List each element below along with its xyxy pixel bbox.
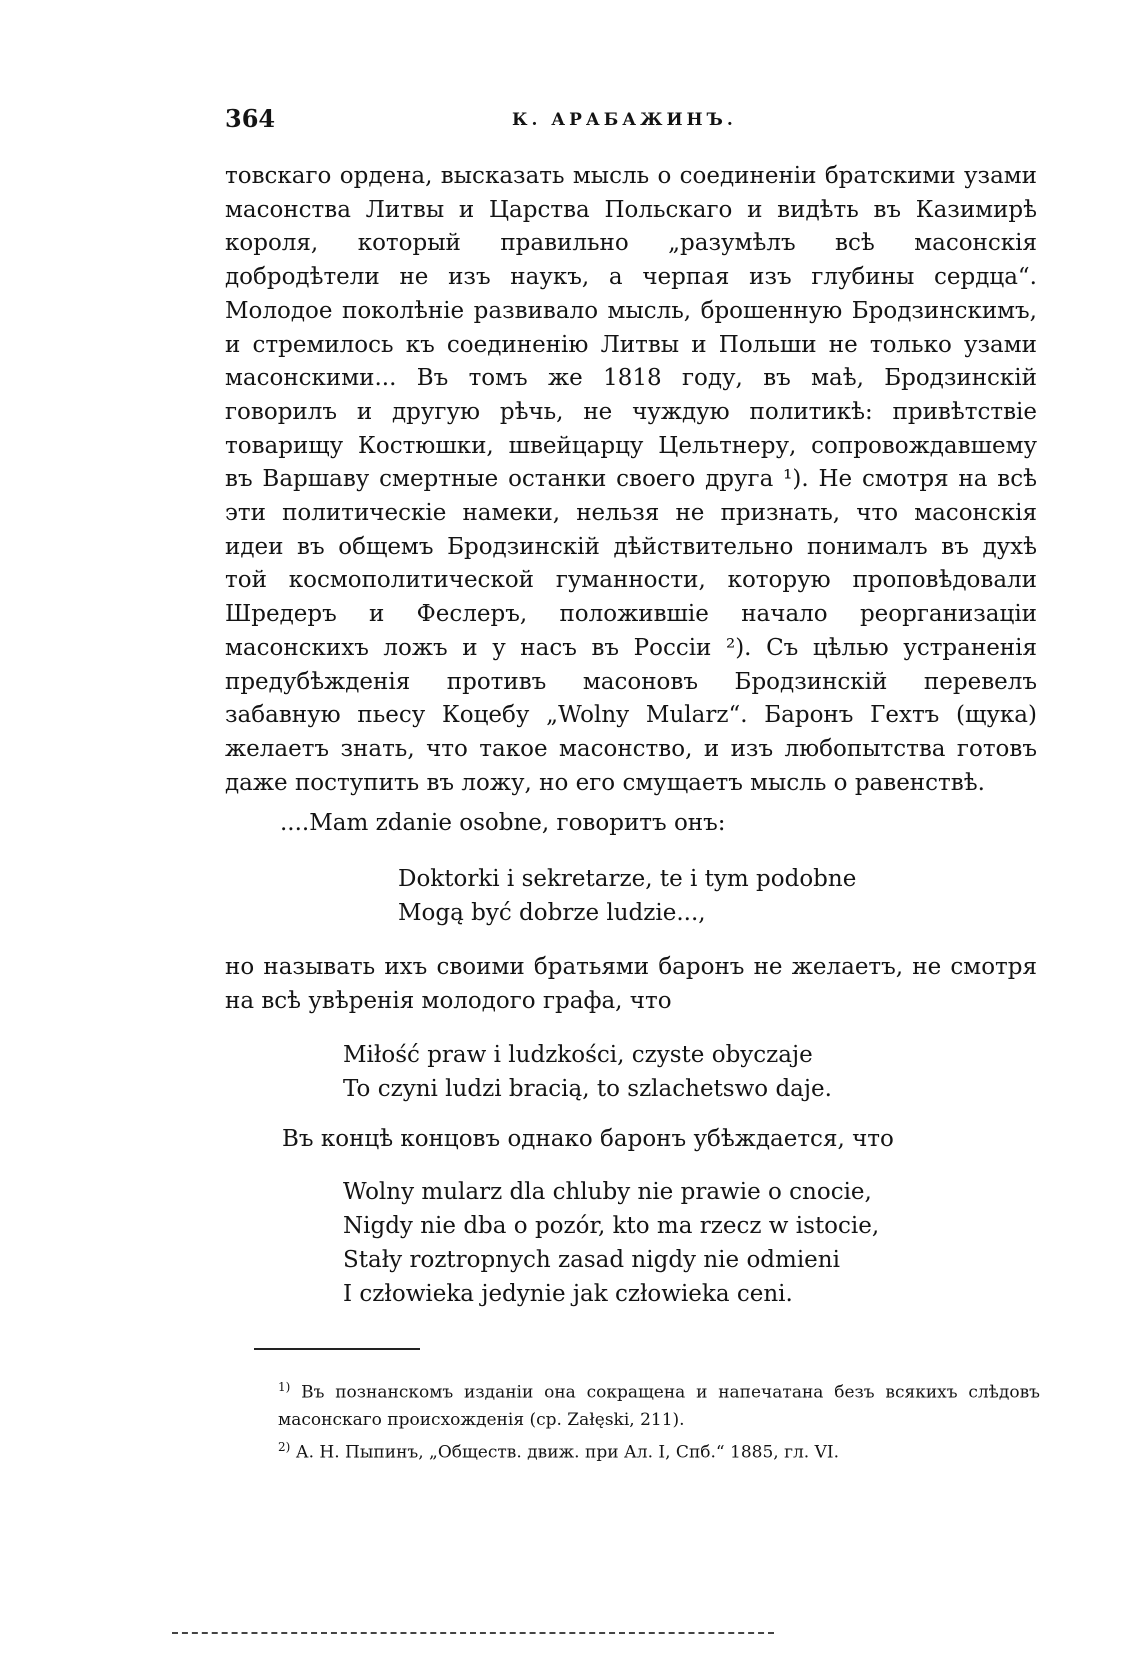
verse-block-2 [343,1038,832,1106]
verse-line: Nigdy nie dba o pozór, kto ma rzecz w istocie, [343,1213,880,1239]
footnote-mark: 1) [278,1380,291,1394]
verse-line: Mogą być dobrze ludzie..., [398,900,706,926]
running-head: К. АРАБАЖИНЪ. [512,110,737,130]
verse-intro: ....Mam zdanie osobne, говоритъ онъ: [280,810,726,836]
footnote-1 [230,1374,1040,1434]
verse-line: Wolny mularz dla chluby nie prawie o cnocie, [343,1179,872,1205]
verse-line: Doktorki i sekretarze, te i tym podobne [398,866,857,892]
footnote-text: А. Н. Пыпинъ, „Обществ. движ. при Ал. I, Спб.“ 1885, гл. VI. [295,1442,839,1463]
verse-line: Miłość praw i ludzkości, czyste obyczaje [343,1042,813,1068]
scan-edge-line [172,1632,774,1634]
footnote-divider [254,1348,420,1350]
verse-line: Stały roztropnych zasad nigdy nie odmieni [343,1247,840,1273]
footnote-text: Въ познанскомъ изданіи она сокращена и напечатана безъ всякихъ слѣдовъ масонскаго происхожденія (ср. Załęski, 211). [278,1382,1040,1430]
main-paragraph: товскаго ордена, высказать мысль о соединеніи братскими узами масонства Литвы и Царства Польскаго и видѣть въ Казимирѣ короля, который правильно „разумѣлъ всѣ масонскія добродѣтели не изъ наукъ, а черпая изъ глубины сердца“. Молодое поколѣніе развивало мысль, брошенную Бродзинскимъ, и стремилось къ соединенію Литвы и Польши не только узами масонскими... Въ томъ же 1818 году, въ маѣ, Бродзинскій говорилъ и другую рѣчь, не чуждую политикѣ: привѣтствіе товарищу Костюшки, швейцарцу Цельтнеру, сопровождавшему въ Варшаву смертные останки своего друга ¹). Не смотря на всѣ эти политическіе намеки, нельзя не признать, что масонскія идеи въ общемъ Бродзинскій дѣйствительно понималъ въ духѣ той космополитической гуманности, которую проповѣдовали Шредеръ и Феслеръ, положившіе начало реорганизаціи масонскихъ ложъ и у насъ въ Россіи ²). Съ цѣлью устраненія предубѣжденія противъ масоновъ Бродзинскій перевелъ забавную пьесу Коцебу „Wolny Mularz“. Баронъ Гехтъ (щука) желаетъ знать, что такое масонство, и изъ любопытства готовъ даже поступить въ ложу, но его смущаетъ мысль о равенствѣ. [225,163,1037,796]
verse-block-1 [398,862,856,930]
mid-paragraph: но называть ихъ своими братьями баронъ не желаетъ, не смотря на всѣ увѣренія молодого графа, что [225,954,1037,1014]
verse-line: To czyni ludzi bracią, to szlachetswo daje. [343,1076,832,1102]
footnotes [230,1374,1040,1466]
page-header [225,104,1037,134]
verse-block-3 [343,1175,879,1311]
closing-intro: Въ концѣ концовъ однако баронъ убѣждается, что [282,1126,894,1152]
page-number: 364 [225,104,276,133]
footnote-mark: 2) [278,1439,291,1454]
footnote-2 [230,1434,1040,1467]
verse-line: I człowieka jedynie jak człowieka ceni. [343,1281,793,1307]
